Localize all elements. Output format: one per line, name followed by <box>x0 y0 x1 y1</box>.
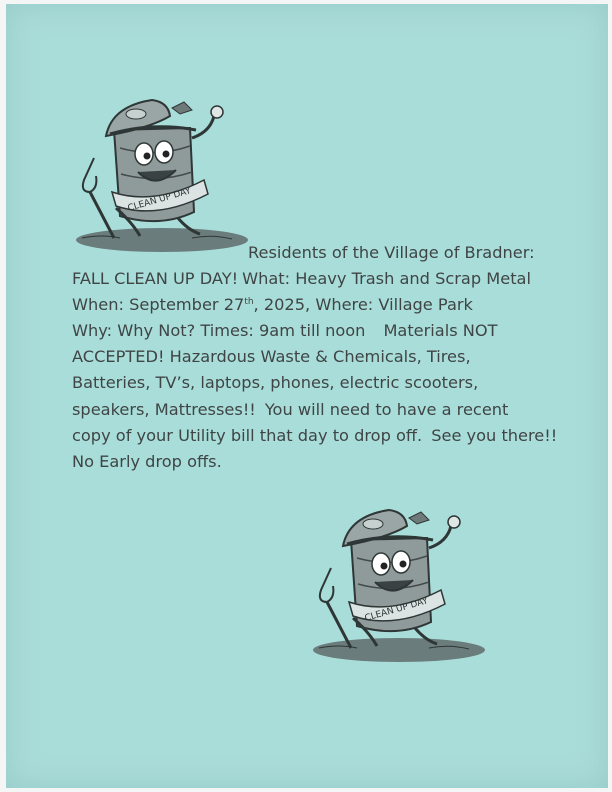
no-early-line: No Early drop offs. <box>72 451 222 471</box>
date-location-line: When: September 27th, 2025, Where: Village Park <box>72 295 473 315</box>
times-line: Why: Why Not? Times: 9am till noon Materials NOT <box>72 321 498 341</box>
announcement-text <box>72 240 582 475</box>
not-accepted-line-2: Batteries, TV’s, laptops, phones, electric scooters, <box>72 373 479 393</box>
greeting-line: Residents of the Village of Bradner: <box>248 243 535 262</box>
flyer-page <box>6 4 608 788</box>
event-title-line: FALL CLEAN UP DAY! What: Heavy Trash and Scrap Metal <box>72 269 531 289</box>
mascot-banner-text: CLEAN UP DAY <box>363 596 430 624</box>
trash-can-mascot-top <box>72 88 252 258</box>
trash-can-mascot-icon <box>76 100 248 252</box>
not-accepted-line-1: ACCEPTED! Hazardous Waste & Chemicals, Tires, <box>72 347 471 367</box>
utility-bill-line: copy of your Utility bill that day to drop off. See you there!! <box>72 425 558 445</box>
trash-can-mascot-bottom <box>309 498 489 668</box>
trash-can-mascot-icon <box>313 510 485 662</box>
not-accepted-line-3: speakers, Mattresses!! You will need to have a recent <box>72 399 509 419</box>
mascot-banner-text: CLEAN UP DAY <box>126 186 193 214</box>
